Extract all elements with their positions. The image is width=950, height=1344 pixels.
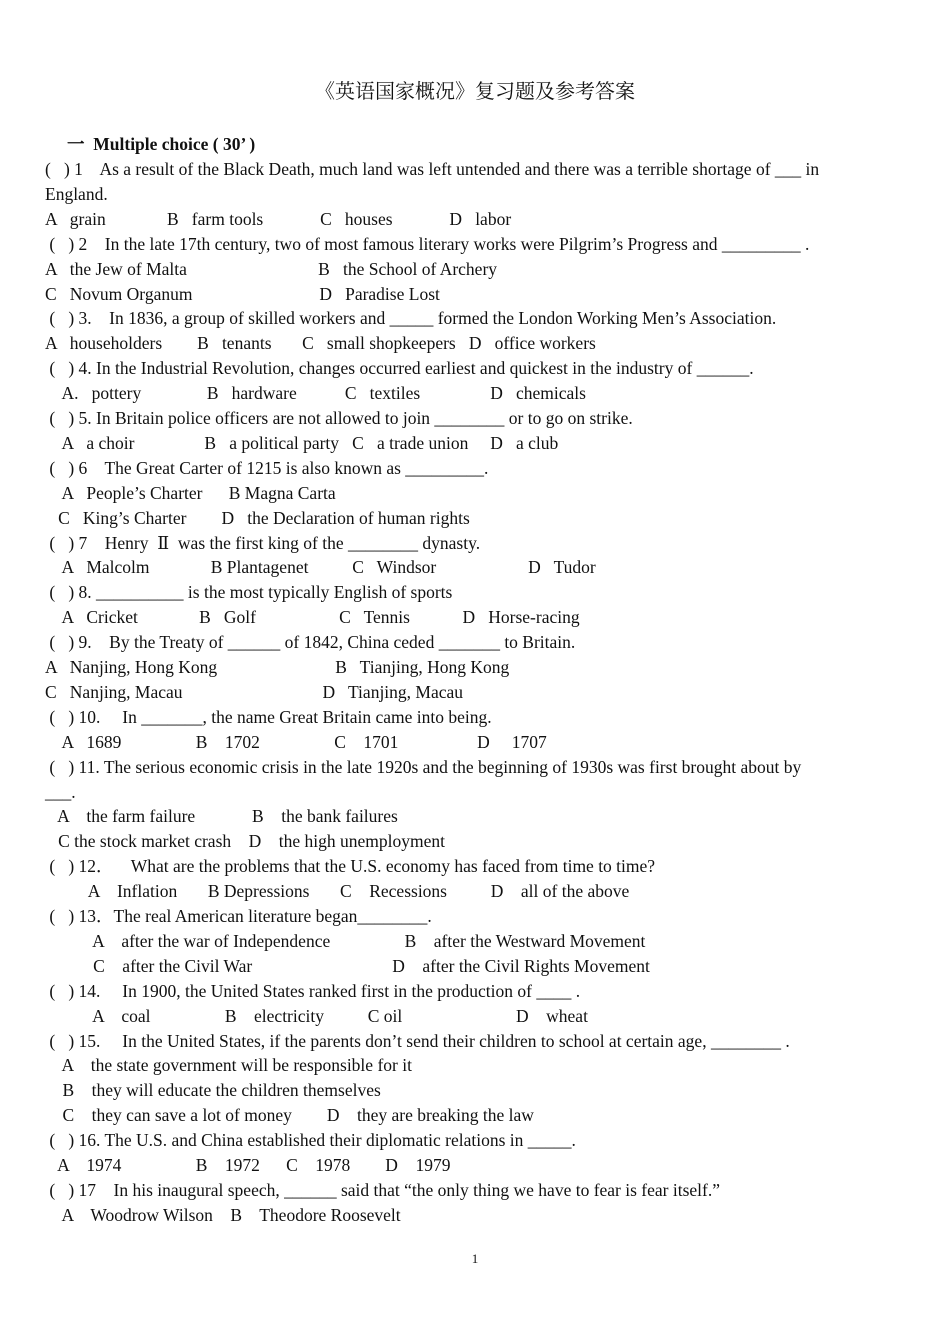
question-line: ( ) 4. In the Industrial Revolution, changes occurred earliest and quickest in the industry of ______. bbox=[45, 358, 754, 379]
question-line: ( ) 5. In Britain police officers are not allowed to join ________ or to go on strike. bbox=[45, 408, 633, 428]
question-line: A householders B tenants C small shopkeepers D office workers bbox=[45, 333, 596, 354]
question-line: C King’s Charter D the Declaration of human rights bbox=[45, 507, 470, 528]
question-line: England. bbox=[45, 183, 108, 204]
question-line: ( ) 2 In the late 17th century, two of most famous literary works were Pilgrim’s Progress and _________ . bbox=[45, 233, 810, 254]
question-line: A Nanjing, Hong Kong B Tianjing, Hong Kong bbox=[45, 657, 510, 677]
page-number: 1 bbox=[471, 1251, 479, 1266]
question-line: A a choir B a political party C a trade union D a club bbox=[45, 432, 559, 453]
question-line: ( ) 10. In _______, the name Great Britain came into being. bbox=[45, 706, 492, 727]
question-line: C Nanjing, Macau D Tianjing, Macau bbox=[45, 681, 464, 702]
question-line: A the state government will be responsible for it bbox=[45, 1055, 412, 1076]
question-line: A Cricket B Golf C Tennis D Horse-racing bbox=[45, 607, 580, 628]
question-line: A the Jew of Malta B the School of Archery bbox=[45, 258, 498, 279]
question-line: C the stock market crash D the high unemployment bbox=[45, 831, 445, 852]
question-line: A Inflation B Depressions C Recessions D all of the above bbox=[45, 881, 630, 902]
question-line: ( ) 9. By the Treaty of ______ of 1842, China ceded _______ to Britain. bbox=[45, 632, 576, 653]
question-line: A People’s Charter B Magna Carta bbox=[45, 482, 336, 503]
question-line: A Woodrow Wilson B Theodore Roosevelt bbox=[45, 1204, 401, 1225]
question-line: ( ) 16. The U.S. and China established their diplomatic relations in _____. bbox=[45, 1130, 576, 1151]
question-line: A 1974 B 1972 C 1978 D 1979 bbox=[45, 1155, 451, 1175]
question-line: ( ) 12． What are the problems that the U.S. economy has faced from time to time? bbox=[45, 856, 656, 877]
question-line: ( ) 17 In his inaugural speech, ______ said that “the only thing we have to fear is fear itself.” bbox=[45, 1179, 721, 1200]
question-line: ( ) 7 Henry Ⅱ was the first king of the ________ dynasty. bbox=[45, 532, 481, 553]
question-line: ( ) 8. __________ is the most typically English of sports bbox=[45, 582, 453, 603]
question-line: C they can save a lot of money D they are breaking the law bbox=[45, 1105, 534, 1126]
question-line: A coal B electricity C oil D wheat bbox=[45, 1005, 588, 1026]
question-line: A. pottery B hardware C textiles D chemicals bbox=[45, 383, 586, 404]
question-line: ( ) 3. In 1836, a group of skilled workers and _____ formed the London Working Men’s Association. bbox=[45, 308, 777, 329]
question-line: ( ) 6 The Great Carter of 1215 is also known as _________. bbox=[45, 457, 489, 478]
question-line: ( ) 14. In 1900, the United States ranked first in the production of ____ . bbox=[45, 980, 581, 1001]
document-title: 《英语国家概况》复习题及参考答案 bbox=[315, 79, 635, 103]
question-line: ( ) 15. In the United States, if the parents don’t send their children to school at certain age, ________ . bbox=[45, 1030, 790, 1051]
question-line: ( ) 1 As a result of the Black Death, much land was left untended and there was a terrible shortage of ___ in bbox=[45, 159, 820, 179]
question-line: A Malcolm B Plantagenet C Windsor D Tudor bbox=[45, 557, 596, 578]
question-line: C after the Civil War D after the Civil Rights Movement bbox=[45, 955, 650, 976]
question-line: B they will educate the children themselves bbox=[45, 1080, 381, 1101]
question-line: A after the war of Independence B after the Westward Movement bbox=[45, 930, 646, 951]
question-line: ( ) 13．The real American literature began________. bbox=[45, 906, 432, 926]
question-line: ( ) 11. The serious economic crisis in the late 1920s and the beginning of 1930s was first brought about by bbox=[45, 756, 802, 777]
section-heading: 一 Multiple choice ( 30’ ) bbox=[67, 134, 256, 154]
question-line: A the farm failure B the bank failures bbox=[45, 806, 398, 827]
question-line: C Novum Organum D Paradise Lost bbox=[45, 283, 440, 304]
question-line: ___. bbox=[45, 781, 76, 802]
question-line: A grain B farm tools C houses D labor bbox=[45, 208, 512, 229]
question-line: A 1689 B 1702 C 1701 D 1707 bbox=[45, 731, 547, 752]
